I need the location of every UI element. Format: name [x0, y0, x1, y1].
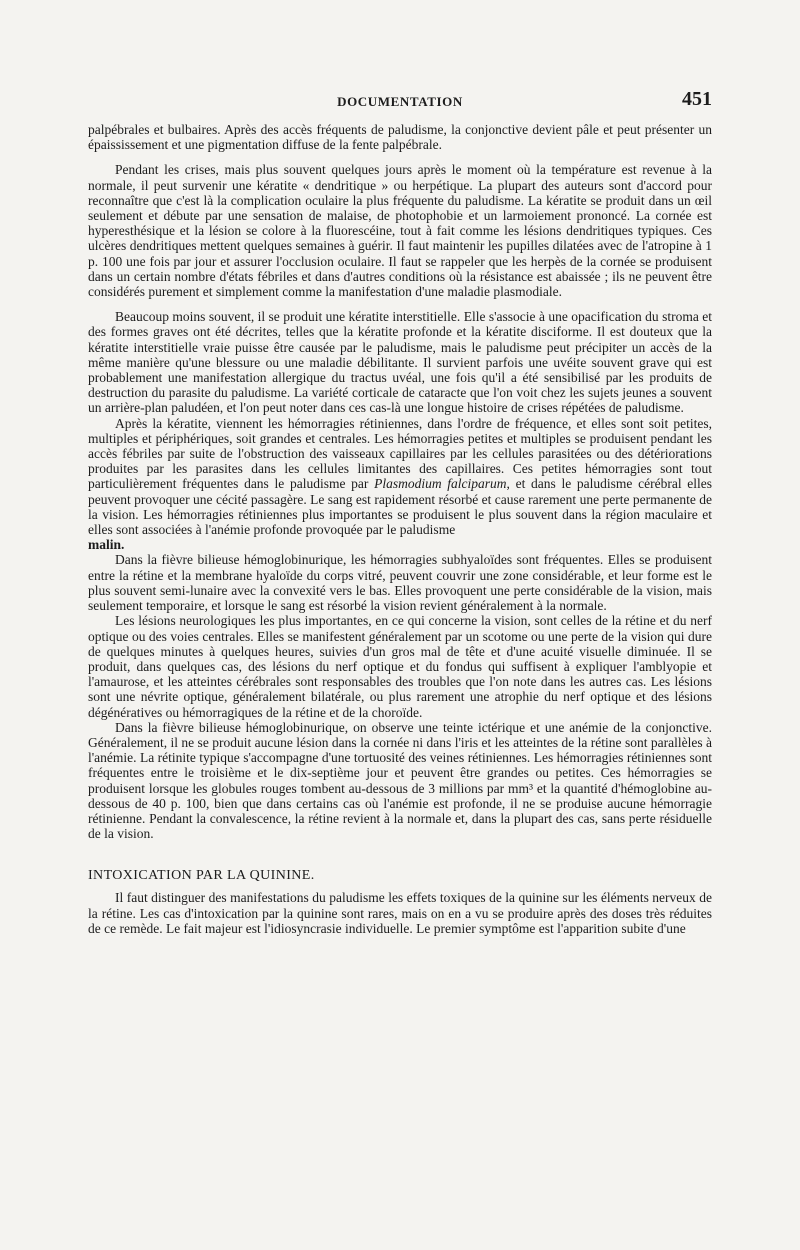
hemorrhage-text-start: Après la kératite, viennent les hémorragies rétiniennes, dans l'ordre de fréquence, et elles sont soit petites, multiples et périphériques, soit grandes et centrales. Les hémorragies petites et multiples se produisent pendant les accès fébriles par suite de l'obstruction des vaisseaux capillaires par les cellules parasitées ou des détériorations produites par les parasites dans les cellules limitantes des capillaires. Ces petites hémorragies sont tout particulièrement fréquentes dans le paludisme par — [88, 415, 712, 492]
page-body — [88, 122, 712, 936]
page-number: 451 — [682, 88, 712, 110]
paragraph-hemorragies-subhyaloides: Dans la fièvre bilieuse hémoglobinurique, les hémorragies subhyaloïdes sont fréquentes. Elles se produisent entre la rétine et la membrane hyaloïde du corps vitré, peuvent couvrir une zone considérable, et leur forme est le plus souvent semi-lunaire avec la convexité vers le bas. Elles provoquent une perte considérable de la vision, mais seulement temporaire, et lorsque le sang est résorbé la vision revient généralement à la normale. — [88, 552, 712, 614]
paragraph-lesions-neurologiques: Les lésions neurologiques les plus importantes, en ce qui concerne la vision, sont celles de la rétine et du nerf optique ou des voies centrales. Elles se manifestent généralement par un scotome ou une perte de la vision qui dure de quelques minutes à quelques heures, suivies d'un gros mal de tête et d'une acuité visuelle diminuée. Il se produit, dans quelques cas, des lésions du nerf optique et du fondus qui suffisent à expliquer l'amblyopie et l'amaurose, et les atteintes cérébrales sont responsables des troubles que l'on note dans les autres cas. Les lésions sont une névrite optique, généralement bilatérale, ou plus rarement une atrophie du nerf optique et des lésions dégénératives ou hémorragiques de la rétine et de la choroïde. — [88, 613, 712, 720]
paragraph-continuation: palpébrales et bulbaires. Après des accès fréquents de paludisme, la conjonctive devient pâle et peut présenter un épaississement et une pigmentation diffuse de la fente palpébrale. — [88, 122, 712, 153]
paragraph-keratite-herpetique: Pendant les crises, mais plus souvent quelques jours après le moment où la température est revenue à la normale, il peut survenir une kératite « dendritique » ou herpétique. La plupart des auteurs sont d'accord pour reconnaître que c'est là la complication oculaire la plus fréquente du paludisme. La kératite se produit dans un œil seulement et débute par une sensation de malaise, de photophobie et un larmoiement prononcé. La cornée est hyperesthésique et la lésion se colore à la fluorescéine, tout à fait comme les lésions dendritiques typiques. Ces ulcères dendritiques mettent quelques semaines à guérir. Il faut maintenir les pupilles dilatées avec de l'atropine à 1 p. 100 une fois par jour et assurer l'occlusion oculaire. Il faut se rappeler que les herpès de la cornée se produisent dans un certain nombre d'états fébriles et dans d'autres conditions où la résistance est abaissée ; ils ne peuvent être considérés purement et simplement comme la manifestation d'une maladie plasmodiale. — [88, 162, 712, 300]
document-page — [88, 88, 712, 936]
paragraph-fievre-bilieuse: Dans la fièvre bilieuse hémoglobinurique, on observe une teinte ictérique et une anémie de la conjonctive. Généralement, il ne se produit aucune lésion dans la cornée ni dans l'iris et les atteintes de la rétine sont parallèles à l'anémie. La rétinite typique s'accompagne d'une tortuosité des veines rétiniennes. Les hémorragies rétiniennes sont fréquentes entre le troisième et le dix-septième jour et peuvent être grandes ou petites. Ces hémorragies se produisent lorsque les globules rouges tombent au-dessous de 3 millions par mm³ et la quantité d'hémoglobine au-dessous de 40 p. 100, bien que dans certains cas où l'anémie est profonde, il ne se produise aucune hémorragie rétinienne. Pendant la convalescence, la rétine revient à la normale et, dans la plupart des cas, sans perte résiduelle de la vision. — [88, 719, 712, 842]
paragraph-malin: malin. — [88, 537, 125, 553]
running-title: DOCUMENTATION — [337, 94, 463, 109]
page-header — [88, 88, 712, 116]
section-heading: INTOXICATION PAR LA QUININE. — [88, 868, 315, 884]
paragraph-hemorragies-retiniennes — [88, 416, 712, 538]
paragraph-keratite-interstitielle: Beaucoup moins souvent, il se produit une kératite interstitielle. Elle s'associe à une opacification du stroma et des formes graves ont été décrites, telles que la kératite profonde et la kératite disciforme. Il est douteux que la kératite interstitielle vraie puisse être causée par le paludisme, mais le paludisme peut précipiter un accès de la même manière qu'une blessure ou une maladie débilitante. Il survient parfois une uvéite souvent grave qui est probablement une manifestation allergique du tractus uvéal, une fois qu'il a été sensibilisé par les produits de destruction du parasite du paludisme. La variété corticale de cataracte que l'on voit chez les sujets jeunes a souvent un arrière-plan paludéen, et l'on peut noter dans ces cas-là une longue histoire de crises répétées de paludisme. — [88, 309, 712, 416]
hemorrhage-text-end: , et dans le paludisme cérébral elles peuvent provoquer une cécité passagère. Le sang est rapidement résorbé et cause rarement une perte permanente de la vision. Les hémorragies rétiniennes plus importantes se produisent le plus souvent dans la région maculaire et elles sont associées à l'anémie profonde provoquée par le paludisme — [88, 476, 713, 538]
paragraph-intoxication-quinine: Il faut distinguer des manifestations du paludisme les effets toxiques de la quinine sur les éléments nerveux de la rétine. Les cas d'intoxication par la quinine sont rares, mais on en a vu se produire après des doses très réduites de ce remède. Le fait majeur est l'idiosyncrasie individuelle. Le premier symptôme est l'apparition subite d'une — [88, 890, 712, 936]
species-name: Plasmodium falciparum — [374, 476, 507, 492]
